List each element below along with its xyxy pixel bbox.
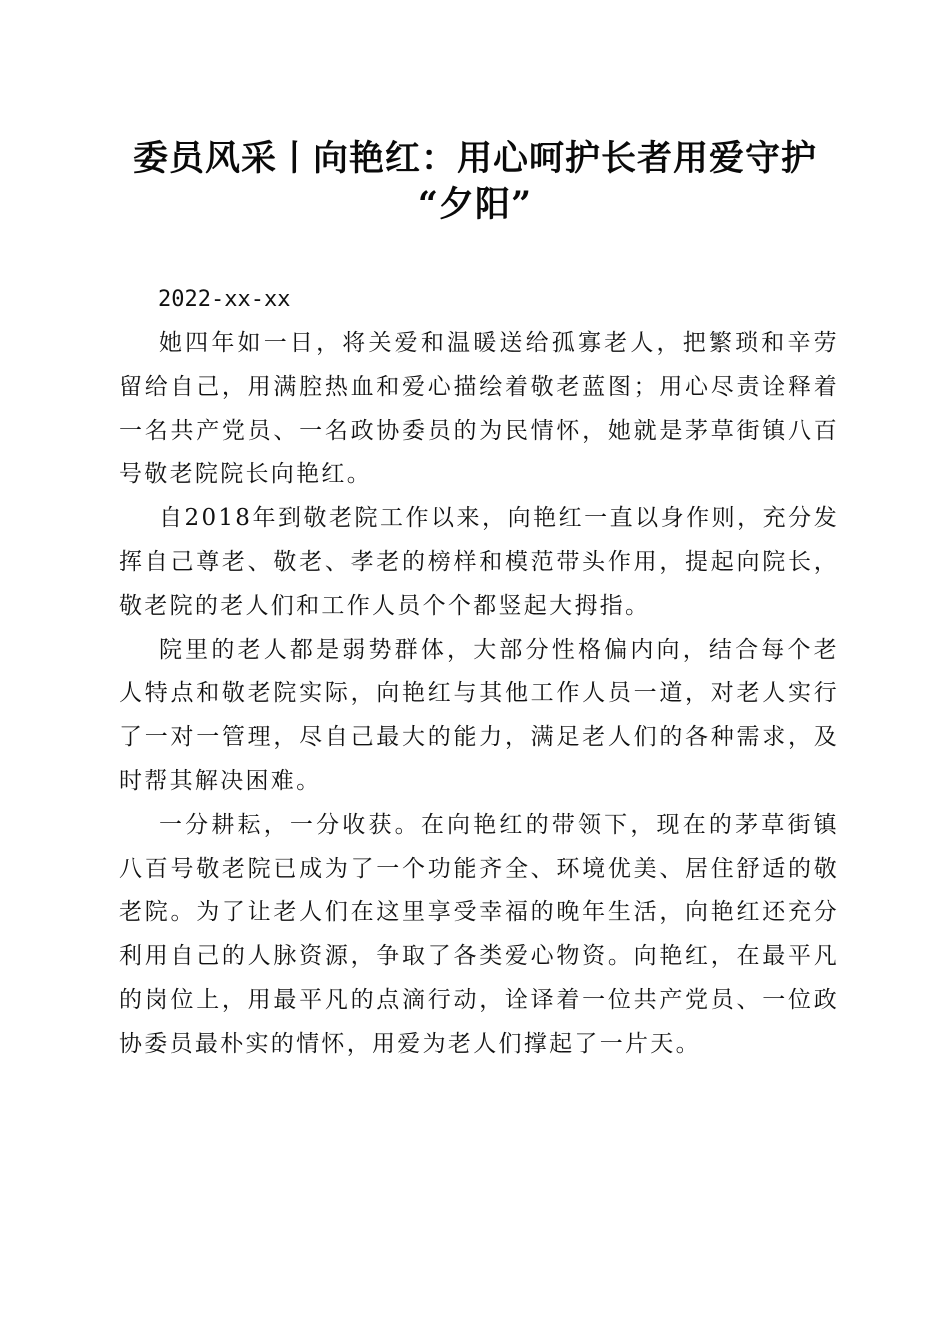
article-title-line-2: “夕阳” <box>417 184 533 225</box>
article-title-line-1: 委员风采丨向艳红：用心呵护长者用爱守护 <box>132 138 817 179</box>
paragraph-4: 一分耕耘，一分收获。在向艳红的带领下，现在的茅草街镇八百号敬老院已成为了一个功能齐全、环境优美、居住舒适的敬老院。为了让老人们在这里享受幸福的晚年生活，向艳红还充分利用自己的人脉资源，争取了各类爱心物资。向艳红，在最平凡的岗位上，用最平凡的点滴行动，诠译着一位共产党员、一位政协委员最朴实的情怀，用爱为老人们撑起了一片天。 <box>119 811 839 1057</box>
paragraph-2: 自2018年到敬老院工作以来，向艳红一直以身作则，充分发挥自己尊老、敬老、孝老的榜样和模范带头作用，提起向院长，敬老院的老人们和工作人员个个都竖起大拇指。 <box>119 505 839 619</box>
paragraph-1: 她四年如一日，将关爱和温暖送给孤寡老人，把繁琐和辛劳留给自己，用满腔热血和爱心描绘着敬老蓝图；用心尽责诠释着一名共产党员、一名政协委员的为民情怀，她就是茅草街镇八百号敬老院院长向艳红。 <box>119 330 839 488</box>
article-date: 2022-xx-xx <box>158 287 291 312</box>
article-body <box>119 322 839 1067</box>
article-title <box>100 136 850 228</box>
paragraph-3: 院里的老人都是弱势群体，大部分性格偏内向，结合每个老人特点和敬老院实际，向艳红与其他工作人员一道，对老人实行了一对一管理，尽自己最大的能力，满足老人们的各种需求，及时帮其解决困难。 <box>119 636 839 794</box>
